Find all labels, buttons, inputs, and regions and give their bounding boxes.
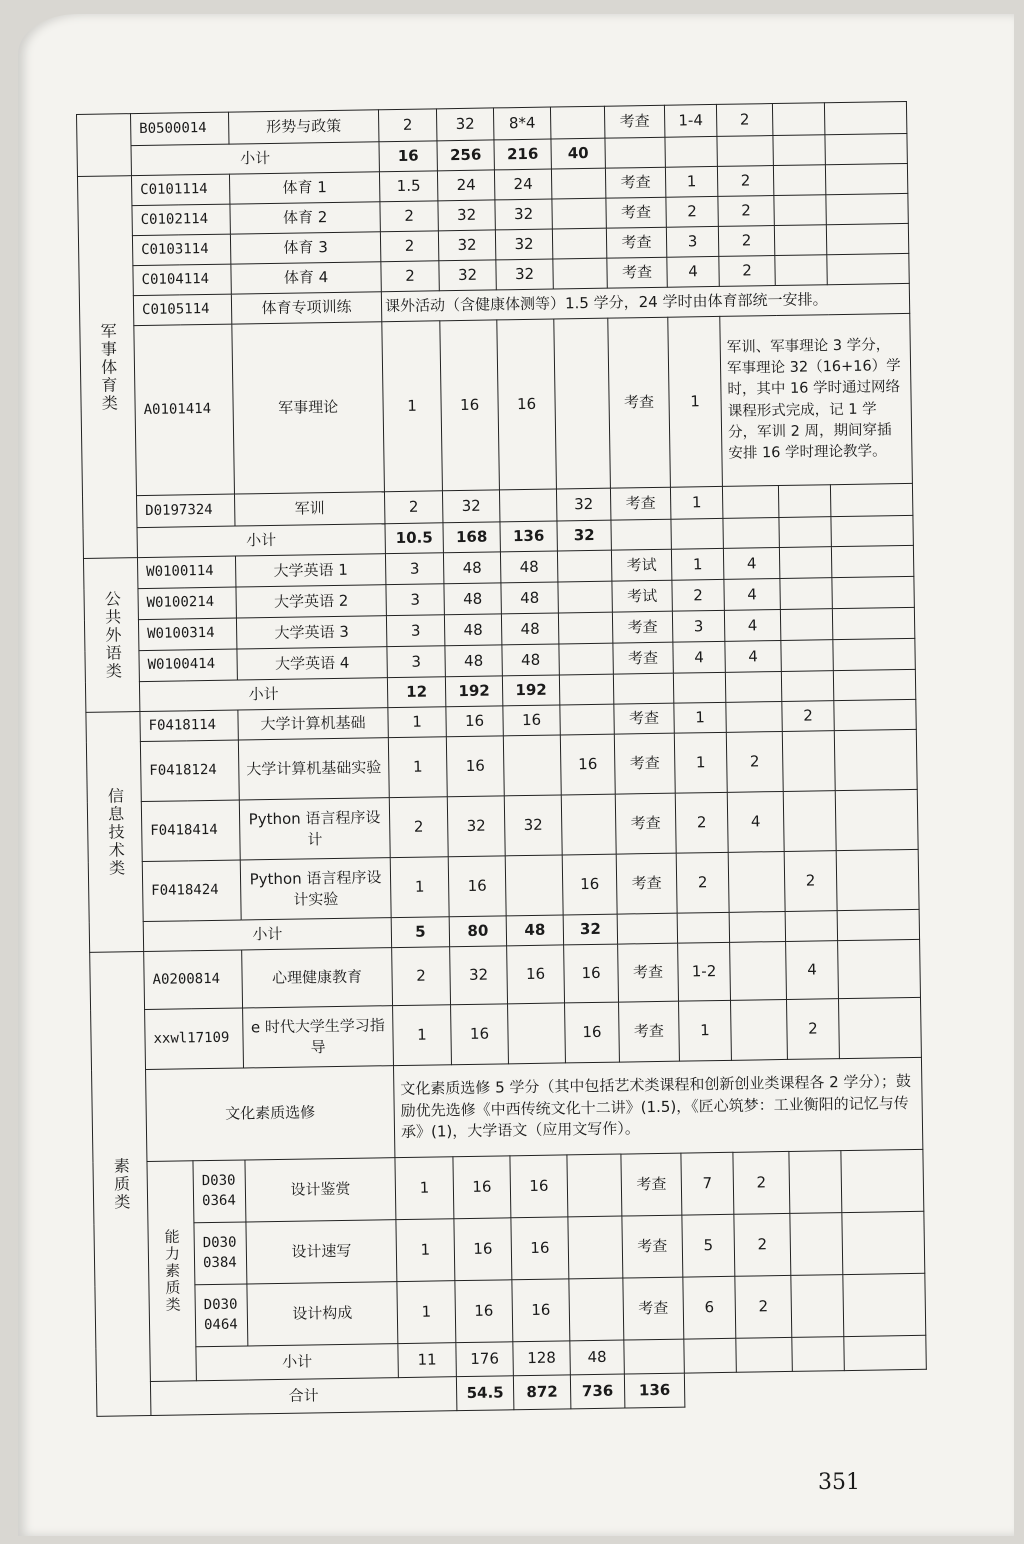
weekly-hours-2: 2 <box>786 999 839 1060</box>
total-hours: 48 <box>444 583 501 615</box>
term: 7 <box>681 1152 734 1215</box>
subtotal-label: 小计 <box>139 678 387 712</box>
table-row <box>80 313 913 496</box>
assessment: 考查 <box>613 642 673 674</box>
total-hours: 32 <box>447 796 505 857</box>
credit: 12 <box>387 677 445 708</box>
course-code: F0418414 <box>141 800 240 862</box>
total-hours: 16 <box>451 1004 509 1065</box>
course-code: C0103114 <box>132 234 230 266</box>
practice-hours: 16 <box>560 734 615 795</box>
table-row <box>92 1057 923 1162</box>
course-name: 设计速写 <box>246 1220 397 1284</box>
theory-hours: 32 <box>495 229 552 260</box>
credit: 11 <box>398 1343 457 1378</box>
credit: 2 <box>378 109 436 142</box>
course-code: B0500014 <box>131 112 229 146</box>
weekly-hours-1: 4 <box>727 791 784 852</box>
theory-hours: 32 <box>504 795 562 856</box>
total-hours: 16 <box>455 1280 513 1343</box>
theory-hours: 48 <box>506 915 563 946</box>
total-hours: 32 <box>450 946 508 1005</box>
practice-hours: 32 <box>556 488 610 521</box>
weekly-hours-1: 2 <box>717 166 773 197</box>
credit: 1 <box>388 737 447 798</box>
course-code: C0101114 <box>131 174 229 206</box>
theory-hours: 16 <box>497 319 557 490</box>
total-hours: 16 <box>453 1156 511 1219</box>
practice-hours: 16 <box>564 944 619 1003</box>
theory-hours: 736 <box>570 1374 625 1409</box>
credit: 16 <box>379 141 437 172</box>
theory-hours: 48 <box>502 644 559 676</box>
theory-hours: 16 <box>511 1217 569 1280</box>
credit: 2 <box>384 491 442 524</box>
course-name: 大学英语 2 <box>236 585 386 618</box>
weekly-hours-1: 2 <box>734 1213 791 1276</box>
total-hours: 168 <box>443 522 500 553</box>
course-code: A0101414 <box>134 324 235 496</box>
theory-hours: 192 <box>502 675 559 706</box>
total-label: 合计 <box>150 1377 456 1416</box>
practice-hours: 32 <box>563 914 617 945</box>
total-hours: 24 <box>437 170 494 201</box>
practice-hours: 16 <box>565 1002 620 1063</box>
course-code: D0197324 <box>137 494 235 528</box>
assessment: 考查 <box>623 1277 684 1340</box>
total-hours: 80 <box>449 916 506 947</box>
weekly-hours-1: 2 <box>718 196 774 227</box>
term: 1-2 <box>678 942 731 1001</box>
weekly-hours-1: 2 <box>718 226 774 257</box>
total-hours: 16 <box>446 706 503 737</box>
assessment: 考试 <box>611 549 671 581</box>
credit: 2 <box>381 261 439 292</box>
course-name: 大学英语 4 <box>237 647 387 680</box>
theory-hours: 216 <box>494 139 551 170</box>
term: 1 <box>674 702 726 733</box>
total-hours: 16 <box>446 736 504 797</box>
total-hours: 32 <box>436 108 493 141</box>
term: 1 <box>679 1000 732 1061</box>
credit: 5 <box>391 917 449 948</box>
total-hours: 32 <box>438 230 495 261</box>
assessment: 考查 <box>608 317 671 488</box>
theory-hours: 32 <box>496 259 553 290</box>
assessment: 考查 <box>607 257 667 288</box>
course-name: Python 语言程序设计实验 <box>240 858 391 920</box>
credit: 2 <box>389 797 448 858</box>
remark-note: 军训、军事理论 3 学分，军事理论 32（16+16）学时，其中 16 学时通过网络课程形式完成，记 1 学分，军训 2 周，期间穿插安排 16 学时理论教学。 <box>720 313 913 486</box>
course-code: F0418124 <box>140 740 239 802</box>
remarks <box>824 101 906 134</box>
term: 2 <box>666 196 718 227</box>
course-name: e 时代大学生学习指导 <box>243 1006 394 1068</box>
credit: 1 <box>396 1219 455 1282</box>
term: 2 <box>672 579 724 611</box>
weekly-hours-1: 2 <box>735 1275 792 1338</box>
credit: 54.5 <box>456 1376 514 1411</box>
term: 1 <box>671 548 723 580</box>
elective-note: 文化素质选修 5 学分（其中包括艺术类课程和创新创业类课程各 2 学分）；鼓励优先选修《中西传统文化十二讲》(1.5)，《匠心筑梦：工业衡阳的记忆与传承》(1)，大学语文（应用文写作）。 <box>393 1057 922 1157</box>
course-code: W0100214 <box>138 587 236 620</box>
term: 1 <box>670 486 722 519</box>
weekly-hours-1: 2 <box>716 104 772 137</box>
theory-hours: 16 <box>503 705 560 736</box>
course-name: 大学英语 3 <box>236 616 386 649</box>
term: 1-4 <box>664 104 716 137</box>
weekly-hours-1: 2 <box>726 731 783 792</box>
practice-hours <box>550 106 604 139</box>
credit: 1 <box>397 1281 456 1344</box>
credit: 1 <box>395 1157 454 1220</box>
category-military: 军事体育类 <box>77 176 137 559</box>
credit: 1 <box>390 857 449 918</box>
subcategory-ability: 能力素质类 <box>147 1161 196 1382</box>
credit: 2 <box>380 201 438 232</box>
subtotal-label: 小计 <box>131 142 379 176</box>
credit: 3 <box>386 584 444 616</box>
term: 4 <box>673 641 725 673</box>
course-code: F0418424 <box>142 860 241 922</box>
practice-hours: 48 <box>570 1340 625 1375</box>
practice-hours: 32 <box>557 520 611 551</box>
total-hours: 32 <box>442 490 499 523</box>
course-code: W0100314 <box>138 618 236 651</box>
course-name: 军事理论 <box>232 322 385 494</box>
credit: 1 <box>393 1005 452 1066</box>
course-table-wrapper <box>76 101 926 1417</box>
subtotal-label: 小计 <box>196 1344 399 1381</box>
course-code: W0100414 <box>139 649 237 682</box>
theory-hours: 16 <box>507 945 565 1004</box>
subtotal-label: 小计 <box>143 918 391 952</box>
weekly-hours-2: 2 <box>782 701 834 732</box>
assessment: 考查 <box>605 167 665 198</box>
total-hours: 48 <box>445 645 502 677</box>
term: 1 <box>665 166 717 197</box>
term: 2 <box>675 792 728 853</box>
category-quality: 素质类 <box>90 952 151 1417</box>
weekly-hours-1: 4 <box>725 640 781 672</box>
course-code: D0300364 <box>193 1160 246 1223</box>
total-hours: 16 <box>454 1218 512 1281</box>
term: 4 <box>667 256 719 287</box>
credit: 1.5 <box>379 171 437 202</box>
total-hours: 872 <box>513 1375 571 1410</box>
credit: 3 <box>385 553 443 585</box>
credit: 3 <box>386 615 444 647</box>
course-name: 设计鉴赏 <box>245 1158 396 1222</box>
theory-hours: 48 <box>501 582 558 614</box>
assessment: 考试 <box>612 580 672 612</box>
total-hours: 16 <box>440 320 500 491</box>
course-name: 体育 1 <box>229 172 379 204</box>
assessment: 考查 <box>621 1153 682 1216</box>
course-name: 体育 3 <box>230 232 380 264</box>
course-name: 心理健康教育 <box>242 948 393 1008</box>
course-name: Python 语言程序设计 <box>239 798 390 860</box>
theory-hours: 48 <box>501 613 558 645</box>
term: 6 <box>683 1276 736 1339</box>
theory-hours: 8*4 <box>493 107 550 140</box>
course-name: 大学计算机基础实验 <box>238 738 389 800</box>
credit: 1 <box>382 321 443 492</box>
term: 5 <box>682 1214 735 1277</box>
course-note: 课外活动（含健康体测等）1.5 学分，24 学时由体育部统一安排。 <box>381 283 909 321</box>
total-hours: 48 <box>443 552 500 584</box>
course-name: 大学英语 1 <box>235 554 385 587</box>
credit: 3 <box>387 646 445 678</box>
credit: 10.5 <box>385 523 443 554</box>
term: 2 <box>676 852 729 913</box>
total-hours: 256 <box>437 140 494 171</box>
weekly-hours-1: 4 <box>724 579 780 611</box>
weekly-hours-1: 2 <box>733 1151 790 1214</box>
term: 1 <box>674 732 727 793</box>
assessment: 考查 <box>606 197 666 228</box>
term: 3 <box>666 226 718 257</box>
assessment: 考查 <box>616 853 677 914</box>
theory-hours: 16 <box>512 1279 570 1342</box>
course-code: xxwl17109 <box>145 1008 244 1070</box>
total-hours: 32 <box>439 260 496 291</box>
course-code: F0418114 <box>140 710 238 742</box>
course-code: W0100114 <box>137 556 235 589</box>
course-name: 文化素质选修 <box>146 1066 395 1162</box>
weekly-hours-1: 4 <box>723 548 779 580</box>
course-code: C0102114 <box>132 204 230 236</box>
page-number: 351 <box>818 1470 860 1495</box>
course-code: D0300384 <box>194 1222 247 1285</box>
assessment: 考查 <box>618 943 679 1002</box>
practice-hours: 16 <box>562 854 617 915</box>
practice-hours: 136 <box>624 1373 685 1408</box>
assessment: 考查 <box>615 793 676 854</box>
assessment: 考查 <box>606 227 666 258</box>
book-page <box>18 14 1014 1536</box>
theory-hours: 136 <box>500 521 557 552</box>
course-name: 军训 <box>234 492 384 526</box>
subtotal-label: 小计 <box>137 524 385 558</box>
course-code: A0200814 <box>144 950 243 1010</box>
theory-hours: 32 <box>495 199 552 230</box>
term: 3 <box>672 610 724 642</box>
assessment: 考查 <box>622 1215 683 1278</box>
total-hours: 48 <box>444 614 501 646</box>
theory-hours: 48 <box>500 551 557 583</box>
credit: 2 <box>380 231 438 262</box>
total-hours: 176 <box>456 1342 514 1377</box>
weekly-hours-2: 2 <box>784 851 837 912</box>
course-code: D0300464 <box>195 1284 248 1347</box>
credit: 1 <box>388 707 446 738</box>
course-name: 大学计算机基础 <box>238 708 388 740</box>
total-hours: 16 <box>448 856 506 917</box>
theory-hours: 16 <box>510 1155 568 1218</box>
assessment: 考查 <box>604 105 664 138</box>
weekly-hours-1: 2 <box>719 256 775 287</box>
weekly-hours-2 <box>772 103 824 136</box>
course-name: 设计构成 <box>247 1282 398 1346</box>
total-hours: 192 <box>445 676 502 707</box>
course-table <box>76 101 927 1417</box>
term: 1 <box>668 316 723 487</box>
course-code: C0104114 <box>133 264 231 296</box>
practice-hours: 40 <box>551 138 605 169</box>
assessment: 考查 <box>614 733 675 794</box>
theory-hours: 24 <box>494 169 551 200</box>
assessment: 考查 <box>612 611 672 643</box>
assessment: 考查 <box>610 487 670 520</box>
total-hours: 32 <box>438 200 495 231</box>
theory-hours: 128 <box>513 1341 571 1376</box>
course-name: 体育专项训练 <box>231 292 381 324</box>
category-cell-prev <box>77 114 132 177</box>
assessment: 考查 <box>619 1001 680 1062</box>
course-name: 体育 4 <box>231 262 381 294</box>
category-language: 公共外语类 <box>83 558 139 713</box>
weekly-hours-1: 4 <box>724 609 780 641</box>
weekly-hours-2: 4 <box>786 941 839 1000</box>
course-name: 形势与政策 <box>228 110 378 144</box>
assessment: 考查 <box>614 703 674 734</box>
course-code: C0105114 <box>133 294 231 326</box>
category-it: 信息技术类 <box>86 712 144 953</box>
course-name: 体育 2 <box>230 202 380 234</box>
credit: 2 <box>392 947 451 1006</box>
